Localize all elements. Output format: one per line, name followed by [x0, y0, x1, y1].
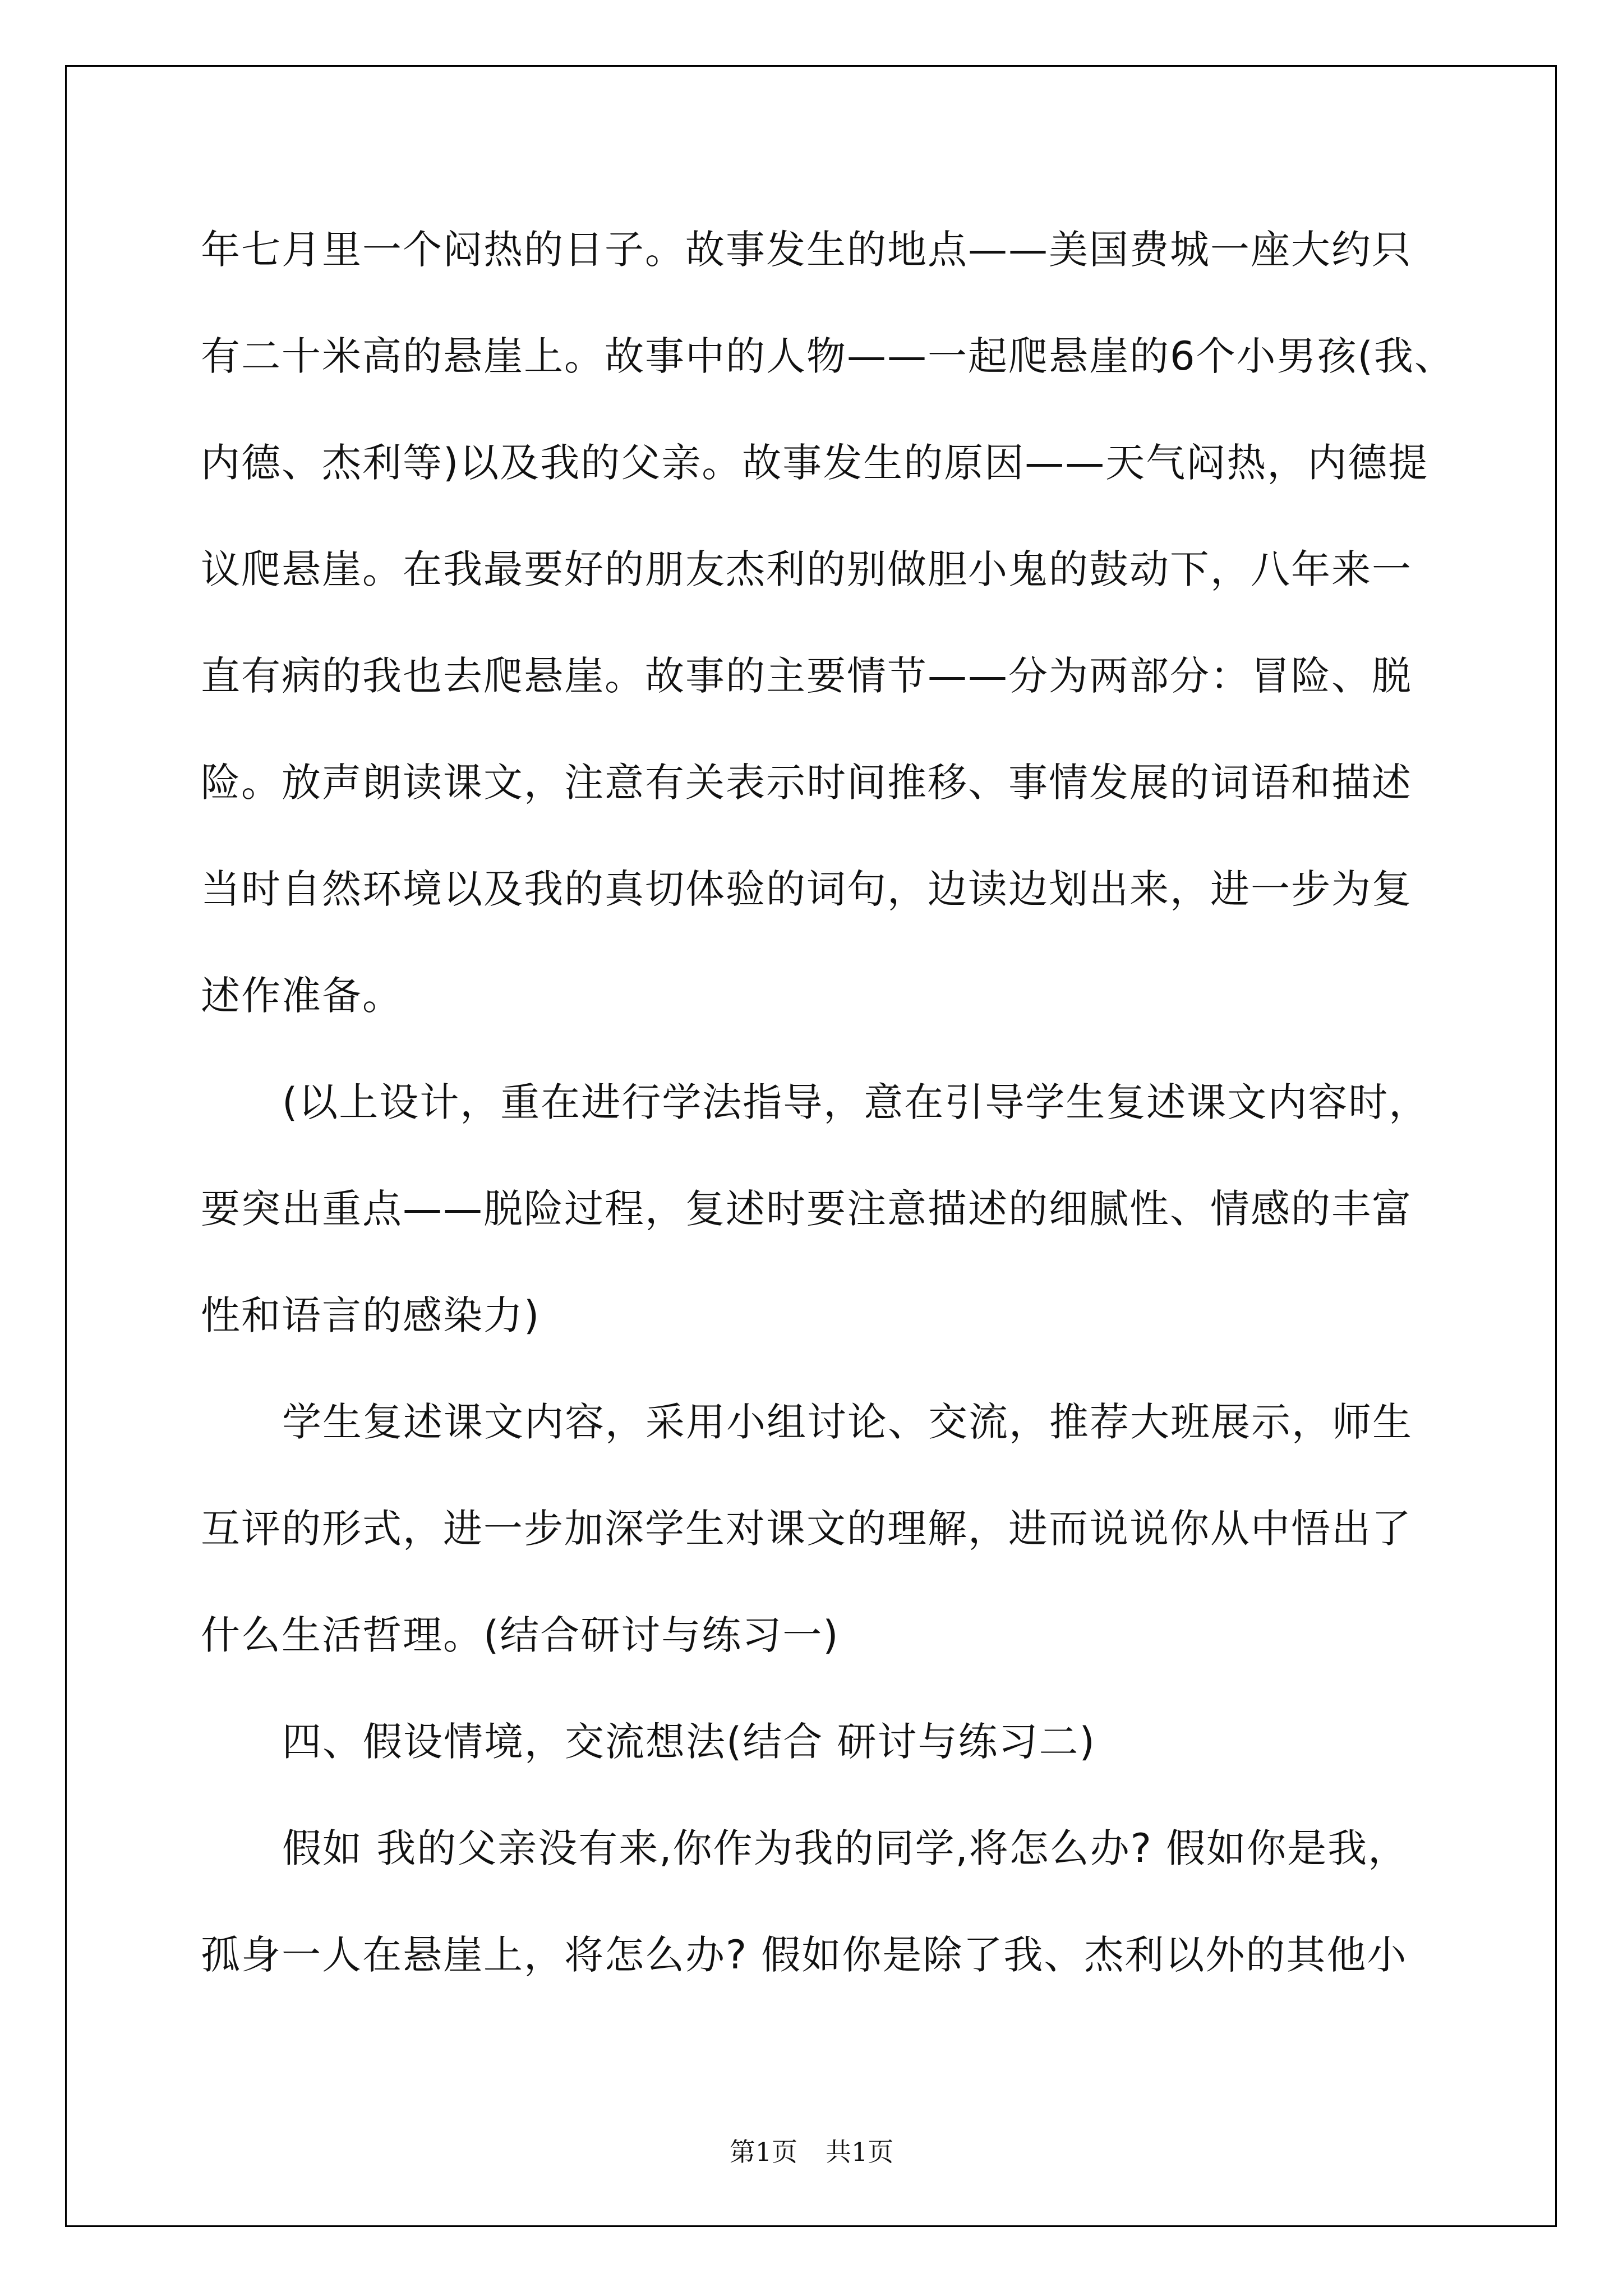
page-total: 共1页: [826, 2137, 894, 2167]
text-line: 议爬悬崖。在我最要好的朋友杰利的别做胆小鬼的鼓动下，八年来一: [201, 546, 1412, 592]
text-line: 四、假设情境，交流想法(结合 研讨与练习二): [282, 1719, 1096, 1765]
text-line: 险。放声朗读课文，注意有关表示时间推移、事情发展的词语和描述: [201, 760, 1412, 806]
text-line: 有二十米高的悬崖上。故事中的人物——一起爬悬崖的6个小男孩(我、: [201, 333, 1455, 379]
text-line: 假如 我的父亲没有来,你作为我的同学,将怎么办? 假如你是我，: [282, 1825, 1409, 1871]
page-footer: [0, 2132, 1623, 2169]
text-line: (以上设计，重在进行学法指导，意在引导学生复述课文内容时，: [282, 1079, 1430, 1125]
text-line: 学生复述课文内容，采用小组讨论、交流，推荐大班展示，师生: [282, 1399, 1413, 1445]
text-line: 要突出重点——脱险过程，复述时要注意描述的细腻性、情感的丰富: [201, 1186, 1412, 1232]
page-number: 第1页: [729, 2137, 797, 2167]
text-line: 互评的形式，进一步加深学生对课文的理解，进而说说你从中悟出了: [201, 1506, 1412, 1552]
text-line: 孤身一人在悬崖上，将怎么办? 假如你是除了我、杰利以外的其他小: [201, 1932, 1408, 1978]
document-body: [201, 208, 1455, 2019]
text-line: 性和语言的感染力): [201, 1292, 541, 1338]
text-line: 什么生活哲理。(结合研讨与练习一): [201, 1612, 840, 1658]
text-line: 年七月里一个闷热的日子。故事发生的地点——美国费城一座大约只: [201, 227, 1412, 273]
text-line: 直有病的我也去爬悬崖。故事的主要情节——分为两部分：冒险、脱: [201, 653, 1412, 699]
text-line: 内德、杰利等)以及我的父亲。故事发生的原因——天气闷热，内德提: [201, 440, 1429, 486]
text-line: 当时自然环境以及我的真切体验的词句，边读边划出来，进一步为复: [201, 866, 1412, 912]
text-line: 述作准备。: [201, 973, 403, 1019]
